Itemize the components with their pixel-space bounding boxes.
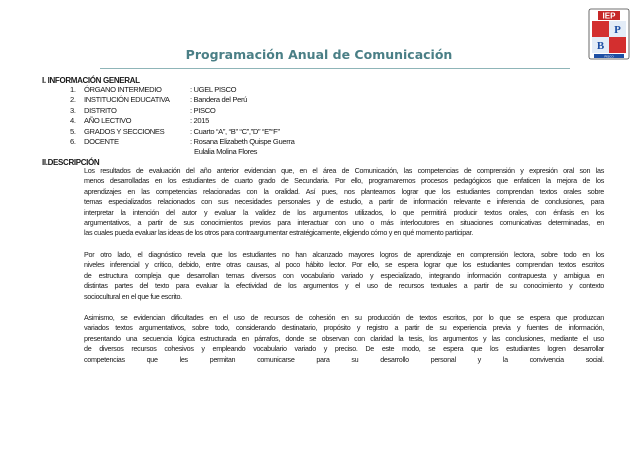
- text-line: argumentativos, a partir de sus conocimientos previos para interactuar con uno o más interlocutores en situaciones comunicativas determinadas, en: [84, 218, 604, 227]
- text-line: niveles inferencial y crítico, debido, entre otras causas, al poco hábito lector. Por ello, se espera lograr que los estudiantes comprendan textos escritos: [84, 260, 604, 270]
- text-line: aprendizajes en las competencias relacionadas con la oralidad. Así pues, nos planteamos lograr que los estudiantes comprendan textos orales sobre: [84, 186, 604, 196]
- info-label: GRADOS Y SECCIONES: [84, 126, 165, 136]
- info-label: ÓRGANO INTERMEDIO: [84, 85, 162, 94]
- info-value: : Bandera del Perú: [190, 95, 248, 105]
- logo-text-iep: IEP: [602, 11, 616, 21]
- school-crest-logo: [588, 8, 630, 60]
- docente-extra-name: Eulalia Molina Flores: [194, 147, 258, 157]
- info-row: [70, 116, 294, 126]
- info-label: AÑO LECTIVO: [84, 116, 132, 126]
- section-heading-description: II.DESCRIPCIÓN: [42, 158, 100, 167]
- text-line: variados textos argumentativos, sobre todo, considerando destinatario, propósito y registro a partir de su experiencia previa y fuentes de información,: [84, 323, 604, 333]
- text-line: las cuales pueda evaluar las ideas de los otros para contraargumentar estratégicamente, eligiendo cómo y en qué momento participar.: [84, 228, 474, 238]
- text-line: temas especializados relacionados con sus necesidades personales y de estudio, a partir de información relevante e inferencia de conclusiones, para: [84, 197, 604, 207]
- info-value: : Cuarto “A”, “B” “C”,”D” “E”“F”: [190, 126, 280, 136]
- info-row: [70, 85, 294, 95]
- info-number: 6.: [70, 137, 76, 147]
- text-line: presentando una secuencia lógica estructurada en párrafos, donde se observan con claridad la tesis, los argumentos y las conclusiones, mediante el uso: [84, 333, 604, 343]
- document-title: Programación Anual de Comunicación: [185, 47, 453, 62]
- text-line: competencias que les permitan comunicarse para su desarrollo personal y la convivencia social.: [84, 354, 604, 364]
- info-row-extra: [70, 147, 294, 157]
- info-value: : UGEL PISCO: [190, 85, 237, 94]
- text-line: de diversos recursos cohesivos y empleando vocabulario variado y preciso. De este modo, se espera que los estudiantes logren desarrollar: [84, 344, 604, 354]
- info-label: DISTRITO: [84, 105, 117, 115]
- title-underline: [100, 68, 570, 69]
- info-label: INSTITUCIÓN EDUCATIVA: [84, 95, 170, 105]
- logo-letter-p: P: [614, 24, 621, 36]
- text-line: sociocultural en el que fue escrito.: [84, 291, 182, 301]
- info-value: : PISCO: [190, 105, 216, 115]
- info-number: 1.: [70, 85, 76, 94]
- info-row: [70, 95, 294, 105]
- info-number: 5.: [70, 126, 76, 136]
- text-line: Asimismo, se evidencian dificultades en el uso de recursos de cohesión en su producción de textos escritos, por lo que se espera que produzcan: [84, 313, 604, 322]
- text-line: distintas partes del texto para evaluar la efectividad de los argumentos y el uso de recursos textuales a partir de su conocimiento y contexto: [84, 281, 604, 291]
- info-value: : 2015: [190, 116, 210, 126]
- logo-letter-b: B: [596, 40, 605, 52]
- text-line: Los resultados de evaluación del año anterior evidencian que, en el área de Comunicación, las competencias de comprensión y expresión oral son las: [84, 166, 604, 175]
- text-line: Por otro lado, el diagnóstico revela que los estudiantes no han alcanzado mayores logros de aprendizaje en comprensión lectora, sobre todo en los: [84, 250, 604, 259]
- logo-text-bottom: PISCO: [604, 54, 614, 59]
- text-line: interpretar la intención del autor y evaluar la validez de los argumentos utilizados, lo que permitirá producir textos orales, con énfasis en los: [84, 207, 604, 217]
- text-line: de estructura compleja que desarrollan temas diversos con vocabulario variado y especializado, integrando información contrapuesta y ambigua en: [84, 270, 604, 280]
- info-number: 3.: [70, 105, 76, 115]
- info-value: : Rosana Elizabeth Quispe Guerra: [190, 137, 295, 147]
- section-heading-general-info: I. INFORMACIÓN GENERAL: [42, 76, 140, 85]
- info-label: DOCENTE: [84, 137, 119, 147]
- info-row: [70, 137, 294, 147]
- general-info-list: [70, 85, 294, 158]
- info-number: 2.: [70, 95, 76, 105]
- text-line: menos desarrolladas en los estudiantes de cuarto grado de Secundaria. Por ello, programaremos procesos pedagógicos que enfaticen la mejora de los: [84, 176, 604, 186]
- info-row: [70, 127, 294, 137]
- info-number: 4.: [70, 116, 76, 126]
- info-row: [70, 106, 294, 116]
